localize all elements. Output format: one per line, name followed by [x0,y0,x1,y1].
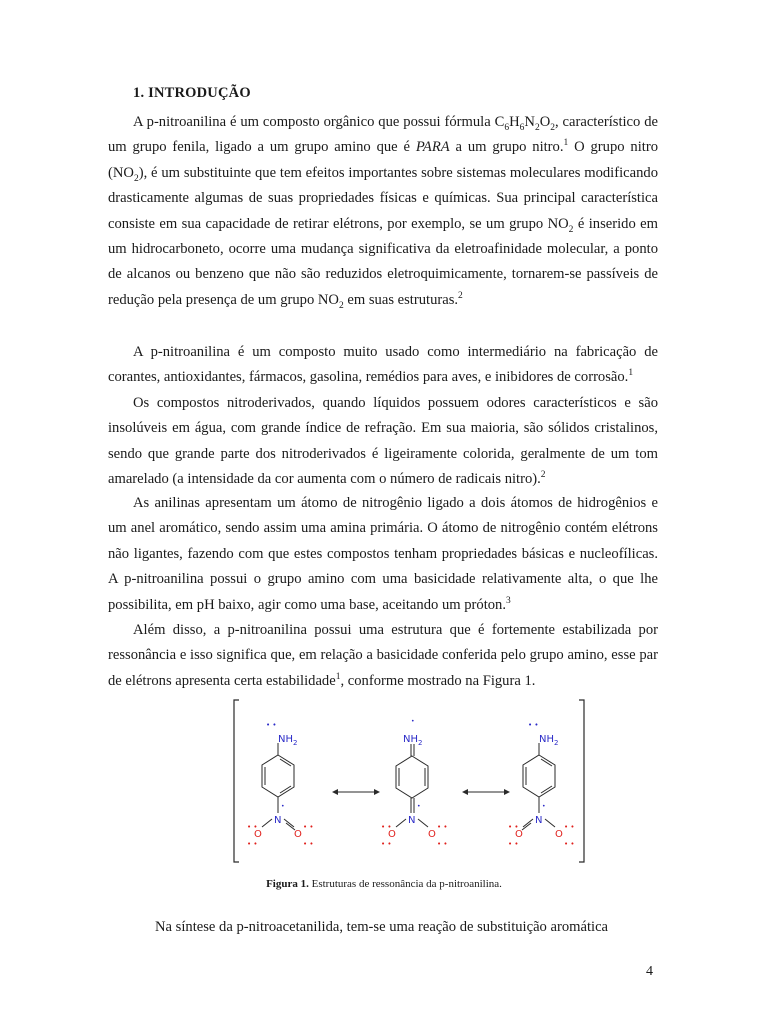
svg-text:O: O [515,829,523,840]
svg-text:N: N [274,815,282,826]
svg-text:• •: • • [508,840,519,848]
page-number: 4 [646,964,653,979]
citation-ref: 2 [540,470,546,481]
citation-ref: 1 [628,368,634,379]
svg-text:• •: • • [247,840,258,848]
left-bracket [234,700,239,862]
svg-text:• •: • • [508,823,519,831]
svg-text:•: • [411,718,415,725]
svg-text:O: O [555,829,563,840]
svg-text:O: O [254,829,262,840]
svg-text:• •: • • [381,823,392,831]
svg-text:• •: • • [303,840,314,848]
svg-text:• •: • • [247,823,258,831]
svg-text:NH2: $NH_2$ [278,734,298,747]
citation-ref: 2 [458,290,463,301]
svg-text:N: N [408,815,416,826]
right-bracket [579,700,584,862]
svg-text:• •: • • [437,823,448,831]
paragraph-anilines: As anilinas apresentam um átomo de nitrogênio ligado a dois átomos de hidrogênios e um anel aromático, sendo assim uma amina primária. O átomo de nitrogênio contém elétrons não ligantes, fazendo com que estes compostos tenham propriedades básicas e nucleofílicas. A p-nitroanilina possui o grupo amino com uma basicidade relativamente alta, o que lhe possibilita, em pH baixo, agir como uma base, aceitando um próton.$^3$ [108,495,658,613]
svg-text:• •: • • [528,721,539,729]
resonance-structures-figure [228,695,590,865]
svg-text:•: • [417,803,421,810]
paragraph-resonance: Além disso, a p-nitroanilina possui uma estrutura que é fortemente estabilizada por ressonância e isso significa que, em relação a basicidade conferida pelo grupo amino, esse par de elétrons apresenta certa estabilidade$^1$, conforme mostrado na Figura 1. [108,622,658,689]
structure-3 [508,721,574,848]
svg-text:•: • [542,803,546,810]
svg-text:NH2: $NH_2$ [539,734,559,747]
svg-text:• •: • • [437,840,448,848]
svg-text:• •: • • [381,840,392,848]
svg-text:• •: • • [564,840,575,848]
paragraph-nitroderivatives: Os compostos nitroderivados, quando líquidos possuem odores característicos e são insolúveis em água, com grande índice de refração. Em sua maioria, são sólidos cristalinos, sendo que grande parte dos nitroderivados é ligeiramente colorida, geralmente de um tom amarelado (a intensidade da cor aumenta com o número de radicais nitro).$^2$ [108,395,658,488]
section-heading: 1. INTRODUÇÃO [133,85,251,101]
svg-text:NH2: $NH_2$ [403,734,423,747]
structure-2 [381,718,447,848]
paragraph-uses: A p-nitroanilina é um composto muito usado como intermediário na fabricação de corantes, antioxidantes, fármacos, gasolina, remédios para aves, e inibidores de corrosão.$^1$ [108,344,658,386]
paragraph-intro: A p-nitroanilina é um composto orgânico que possui fórmula $C_6H_6N_2O_2$, característico de um grupo fenila, ligado a um grupo amino que é PARA a um grupo nitro.$^1$ O grupo nitro $(NO_2)$, é um substituinte que tem efeitos importantes sobre sistemas moleculares modificando drasticamente algumas de suas propriedades físicas e químicas. Sua principal característica consiste em sua capacidade de retirar elétrons, por exemplo, se um grupo $NO_2$ é inserido em um hidrocarboneto, ocorre uma mudança significativa da eletroafinidade molecular, a ponto de alcanos ou benzeno que não são reduzidos eletroquimicamente, tornarem-se passíveis de redução pela presença de um grupo $NO_2$ em suas estruturas.$^2$ [108,114,659,311]
resonance-arrow-2 [462,789,510,795]
svg-text:• •: • • [564,823,575,831]
resonance-arrow-1 [332,789,380,795]
svg-text:O: O [294,829,302,840]
figure-caption: Figura 1. Estruturas de ressonância da p-nitroanilina. [266,878,502,890]
citation-ref: 1 [335,671,341,682]
structure-1 [247,721,313,848]
paragraph-synthesis: Na síntese da p-nitroacetanilida, tem-se uma reação de substituição aromática [155,919,609,935]
svg-text:O: O [428,829,436,840]
svg-text:• •: • • [303,823,314,831]
svg-text:N: N [535,815,543,826]
svg-text:• •: • • [266,721,277,729]
citation-ref: 1 [563,138,569,149]
svg-text:•: • [281,803,285,810]
svg-text:O: O [388,829,396,840]
citation-ref: 3 [506,595,511,606]
